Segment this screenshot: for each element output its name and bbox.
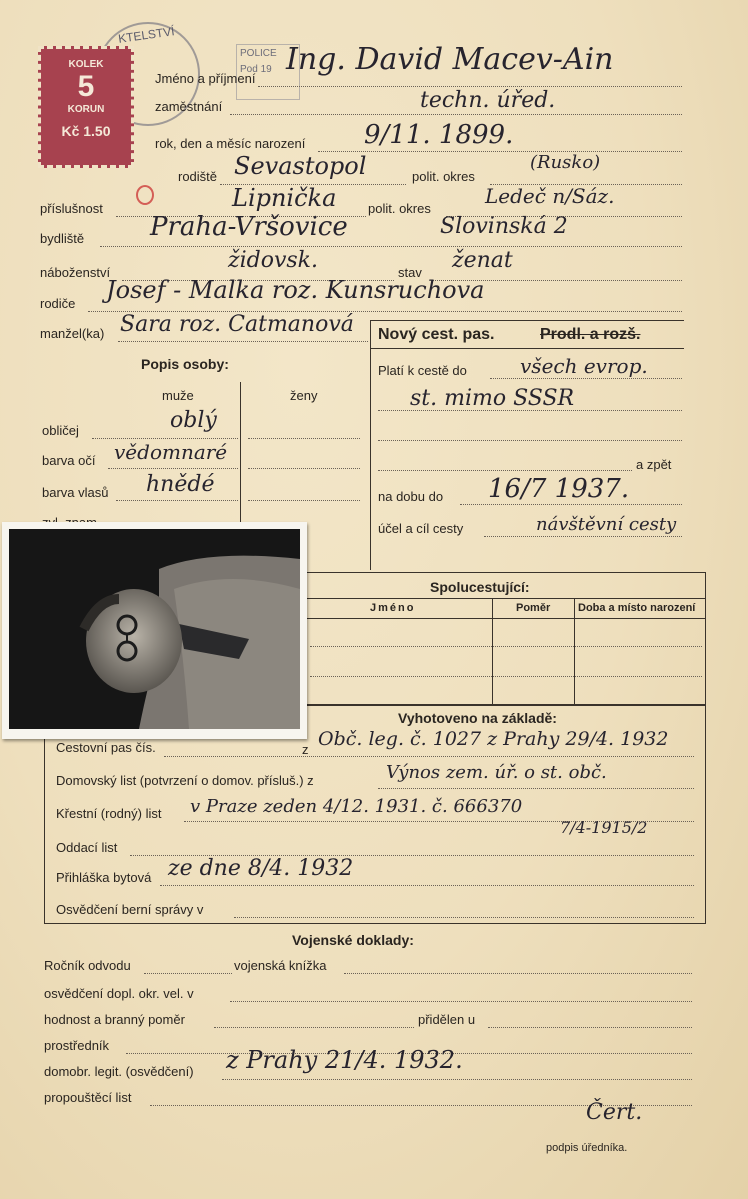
women-label: ženy [290, 388, 318, 403]
year-label: Ročník odvodu [44, 958, 131, 973]
residence-label: bydliště [40, 231, 85, 246]
citizenship-value: Lipnička [232, 184, 337, 212]
occupation-label: zaměstnání [155, 99, 223, 114]
face-label: obličej [42, 423, 79, 438]
rank-label: hodnost a branný poměr [44, 1012, 185, 1027]
domicile-value: Výnos zem. úř. o st. obč. [386, 762, 607, 783]
residence-street: Slovinská 2 [440, 214, 568, 239]
red-circle-mark [136, 185, 154, 205]
district-label: polit. okres [412, 169, 475, 184]
passport-basis-value: Obč. leg. č. 1027 z Prahy 29/4. 1932 [318, 728, 669, 750]
parents-label: rodiče [40, 296, 76, 311]
certificate-label: osvědčení dopl. okr. vel. v [44, 986, 194, 1001]
occupation-value: techn. úřed. [420, 88, 556, 113]
district2-value: Ledeč n/Sáz. [485, 184, 615, 208]
valid-value-2: st. mimo SSSR [410, 386, 575, 411]
description-title: Popis osoby: [141, 356, 229, 372]
district2-label: polit. okres [368, 201, 431, 216]
spouse-value: Sara roz. Catmanová [120, 312, 354, 337]
revenue-stamp-value: 5 [77, 70, 95, 103]
official-signature: Čert. [586, 1100, 643, 1125]
new-passport-label: Nový cest. pas. [378, 326, 495, 343]
portrait-figure [9, 529, 300, 729]
return-label: a zpět [636, 457, 672, 472]
purpose-label: účel a cíl cesty [378, 521, 464, 536]
tax-label: Osvědčení berní správy v [56, 902, 204, 917]
status-value: ženat [452, 248, 513, 273]
companions-title: Spolucestující: [430, 579, 530, 595]
period-value: 16/7 1937. [488, 474, 630, 504]
status-label: stav [398, 265, 422, 280]
hair-label: barva vlasů [42, 485, 109, 500]
portrait-image [9, 529, 300, 729]
men-label: muže [162, 388, 194, 403]
purpose-value: návštěvní cesty [536, 514, 677, 535]
eyes-value: vědomnaré [114, 440, 228, 464]
birth-label: rok, den a měsíc narození [155, 136, 306, 151]
name-label: Jméno a příjmení [155, 71, 256, 86]
period-label: na dobu do [378, 489, 444, 504]
intermediary-label: prostředník [44, 1038, 110, 1053]
assigned-label: přidělen u [418, 1012, 476, 1027]
valid-value-1: všech evrop. [520, 354, 648, 378]
signature-label: podpis úředníka. [546, 1142, 628, 1154]
face-value: oblý [170, 408, 217, 433]
extension-label: Prodl. a rozš. [540, 326, 641, 343]
revenue-stamp-currency: KORUN [67, 104, 105, 115]
parents-value: Josef - Malka roz. Kunsruchova [106, 276, 485, 304]
legit-value: z Prahy 21/4. 1932. [226, 1046, 463, 1074]
birthplace-label: rodiště [178, 169, 218, 184]
residence-value: Praha-Vršovice [150, 212, 348, 242]
citizenship-label: příslušnost [40, 201, 103, 216]
religion-label: náboženství [40, 265, 111, 280]
portrait-photo [2, 522, 307, 739]
passport-no-label: Cestovní pas čís. [56, 740, 156, 755]
baptism-value-2: 7/4-1915/2 [560, 818, 648, 837]
registration-label: Přihláška bytová [56, 870, 152, 885]
birthplace-value: Sevastopol [234, 152, 367, 180]
district-value: (Rusko) [530, 152, 601, 173]
passport-z: z [302, 742, 309, 757]
revenue-stamp-top: KOLEK [68, 59, 104, 70]
police-stamp-text: POLICE [240, 48, 277, 59]
domicile-label: Domovský list (potvrzení o domov. přísluš.) z [56, 773, 314, 788]
birth-value: 9/11. 1899. [364, 120, 514, 150]
registration-value: ze dne 8/4. 1932 [168, 856, 354, 881]
postmark-text: KTELSTVÍ [117, 24, 176, 46]
religion-value: židovsk. [228, 248, 318, 273]
basis-title: Vyhotoveno na základě: [398, 710, 557, 726]
baptism-value: v Praze zeden 4/12. 1931. č. 666370 [190, 796, 523, 817]
book-label: vojenská knížka [234, 958, 327, 973]
eyes-label: barva očí [42, 453, 96, 468]
hair-value: hnědé [146, 472, 215, 497]
spouse-label: manžel(ka) [40, 326, 105, 341]
police-stamp-text-2: Pod 19 [240, 64, 272, 75]
military-title: Vojenské doklady: [292, 932, 414, 948]
col-name: Jméno [370, 602, 416, 614]
marriage-label: Oddací list [56, 840, 118, 855]
name-value: Ing. David Macev-Ain [286, 42, 614, 77]
baptism-label: Křestní (rodný) list [56, 806, 162, 821]
legit-label: domobr. legit. (osvědčení) [44, 1064, 194, 1079]
col-date: Doba a místo narození [578, 602, 696, 614]
col-relation: Poměr [516, 602, 551, 614]
valid-label: Platí k cestě do [378, 363, 467, 378]
discharge-label: propouštěcí list [44, 1090, 132, 1105]
revenue-stamp-bottom: Kč 1.50 [61, 123, 111, 139]
revenue-stamp [38, 46, 134, 168]
